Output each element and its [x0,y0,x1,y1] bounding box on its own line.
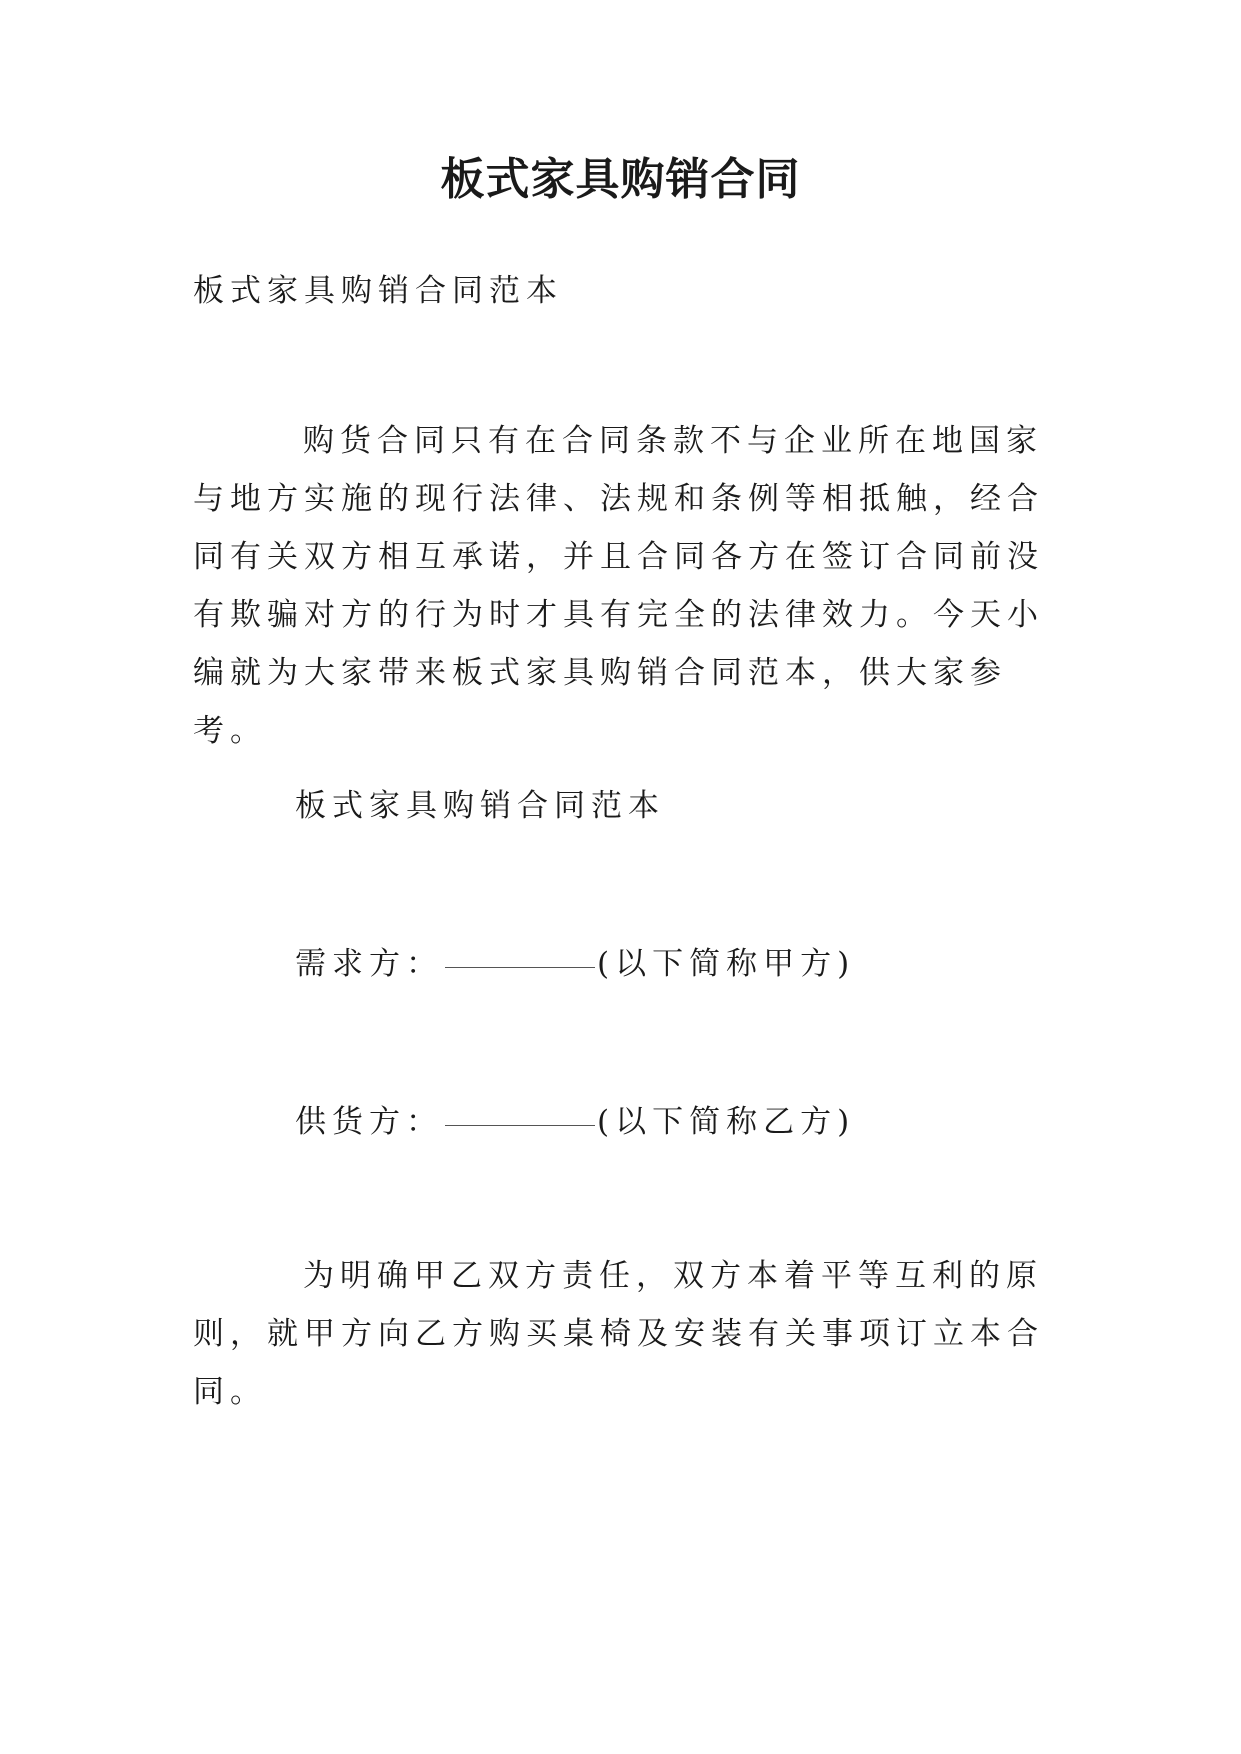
supplier-label: 供货方： [295,1104,443,1140]
buyer-label: 需求方： [295,946,443,982]
buyer-suffix: (以下简称甲方) [597,946,856,982]
buyer-name-blank[interactable] [445,966,595,968]
section-heading: 板式家具购销合同范本 [295,788,665,824]
purpose-paragraph: 为明确甲乙双方责任，双方本着平等互利的原则，就甲方向乙方购买桌椅及安装有关事项订立本合同。 [193,1258,1044,1410]
supplier-line [295,1093,1157,1151]
document-title: 板式家具购销合同 [440,154,801,205]
intro-paragraph: 购货合同只有在合同条款不与企业所在地国家与地方实施的现行法律、法规和条例等相抵触，经合同有关双方相互承诺，并且合同各方在签订合同前没有欺骗对方的行为时才具有完全的法律效力。今天小编就为大家带来板式家具购销合同范本，供大家参考。 [193,423,1044,749]
supplier-suffix: (以下简称乙方) [597,1104,856,1140]
supplier-name-blank[interactable] [445,1124,595,1126]
buyer-line [295,935,1157,993]
document-subtitle: 板式家具购销合同范本 [193,273,563,309]
